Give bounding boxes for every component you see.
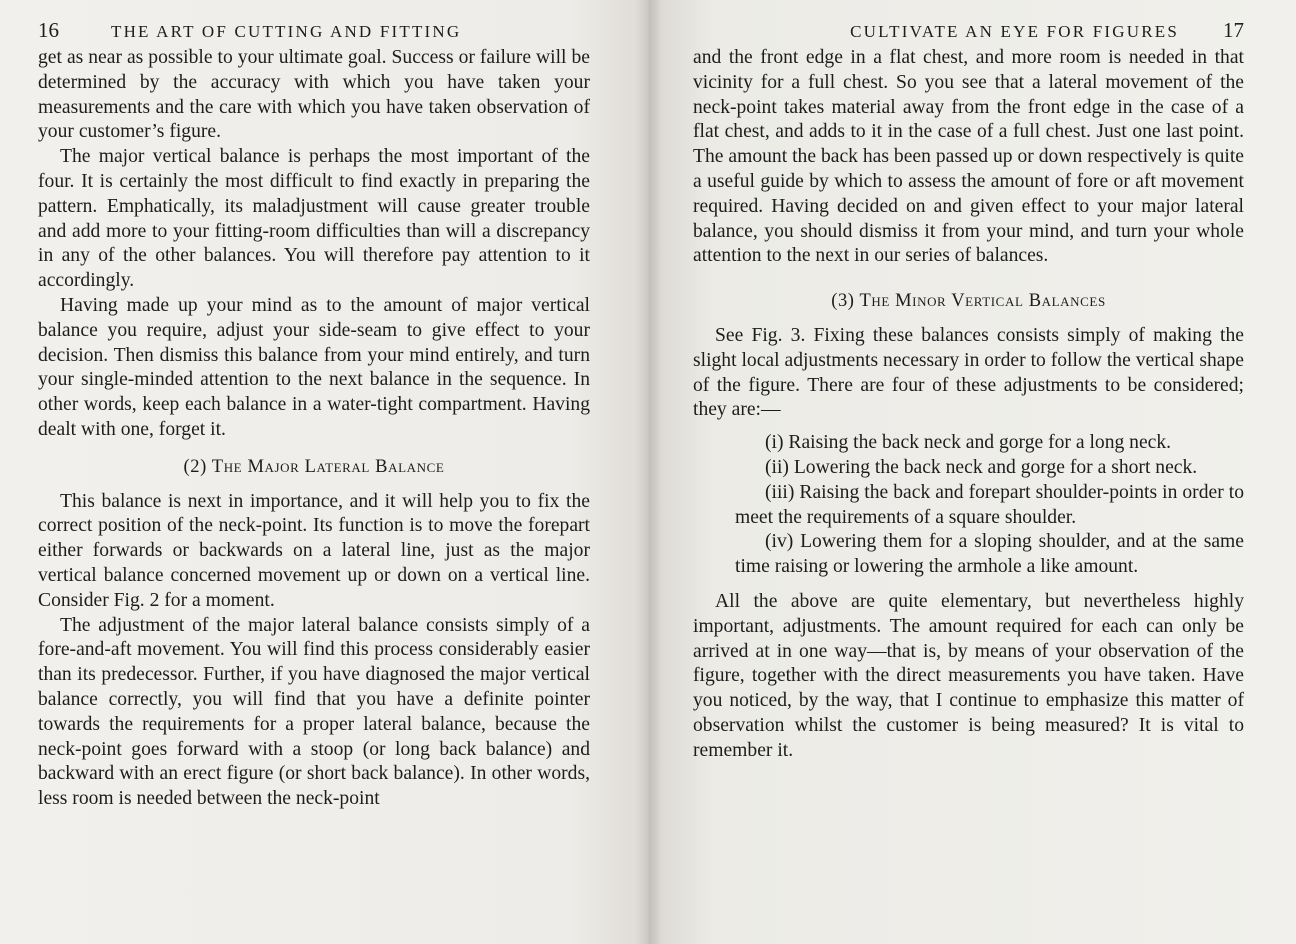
section-heading-major-lateral-balance: (2) The Major Lateral Balance <box>183 456 445 477</box>
list-item: (iv) Lowering them for a sloping shoulder, and at the same time raising or lowering the armhole a like amount. <box>735 531 1244 578</box>
paragraph: The major vertical balance is perhaps the most important of the four. It is certainly the most difficult to find exactly in preparing the pattern. Emphatically, its maladjustment will cause greater trouble and add more to your fitting-room difficulties than will a discrepancy in any of the other balances. You will therefore pay attention to it accordingly. <box>38 146 590 292</box>
paragraph: See Fig. 3. Fixing these balances consists simply of making the slight local adjustments necessary in order to follow the vertical shape of the figure. There are four of these adjustments to be considered; they are:— <box>693 324 1244 421</box>
right-running-title: CULTIVATE AN EYE FOR FIGURES <box>850 22 1179 41</box>
adjustments-list <box>693 431 1244 580</box>
paragraph: This balance is next in importance, and it will help you to fix the correct position of the neck-point. Its function is to move the forepart either forwards or backwards on a lateral line, just as the major vertical balance concerned movement up or down on a vertical line. Consider Fig. 2 for a moment. <box>38 490 590 611</box>
list-item: (ii) Lowering the back neck and gorge for a short neck. <box>765 456 1198 478</box>
section-heading-minor-vertical-balances: (3) The Minor Vertical Balances <box>831 291 1106 312</box>
list-item: (i) Raising the back neck and gorge for a long neck. <box>765 432 1172 454</box>
paragraph: and the front edge in a flat chest, and more room is needed in that vicinity for a full chest. So you see that a lateral movement of the neck-point takes material away from the front edge in the case of a flat chest, and adds to it in the case of a full chest. Just one last point. The amount the back has been passed up or down respectively is quite a useful guide by which to assess the amount of fore or aft movement required. Having decided on and given effect to your major lateral balance, you should dismiss it from your mind, and turn your whole attention to the next in our series of balances. <box>693 47 1244 267</box>
right-body <box>693 46 1244 764</box>
right-page-number: 17 <box>1223 18 1244 42</box>
paragraph: The adjustment of the major lateral balance consists simply of a fore-and-aft movement. You will find this process considerably easier than its predecessor. Further, if you have diagnosed the major vertical balance correctly, you will find that you have a definite pointer towards the requirements for a proper lateral balance, because the neck-point goes forward with a stoop (or long back balance) and backward with an erect figure (or short back balance). In other words, less room is needed between the neck-point <box>38 614 590 810</box>
right-page <box>648 0 1296 944</box>
list-item: (iii) Raising the back and forepart shoulder-points in order to meet the requirements of a square shoulder. <box>735 481 1244 528</box>
left-running-title: THE ART OF CUTTING AND FITTING <box>111 22 462 41</box>
paragraph: get as near as possible to your ultimate goal. Success or failure will be determined by the accuracy with which you have taken your measurements and the care with which you have taken observation of your customer’s figure. <box>38 47 590 143</box>
paragraph: Having made up your mind as to the amount of major vertical balance you require, adjust your side-seam to give effect to your decision. Then dismiss this balance from your mind entirely, and turn your single-minded attention to the next balance in the sequence. In other words, keep each balance in a water-tight compartment. Having dealt with one, forget it. <box>38 294 590 440</box>
left-running-head <box>38 18 590 46</box>
left-body <box>38 46 590 812</box>
paragraph: All the above are quite elementary, but nevertheless highly important, adjustments. The amount required for each can only be arrived at in one way—that is, by means of your observation of the figure, together with the direct measurements you have taken. Have you noticed, by the way, that I continue to emphasize this matter of observation whilst the customer is being measured? It is vital to remember it. <box>693 590 1244 761</box>
right-running-head <box>693 18 1244 46</box>
left-page-number: 16 <box>38 18 59 42</box>
